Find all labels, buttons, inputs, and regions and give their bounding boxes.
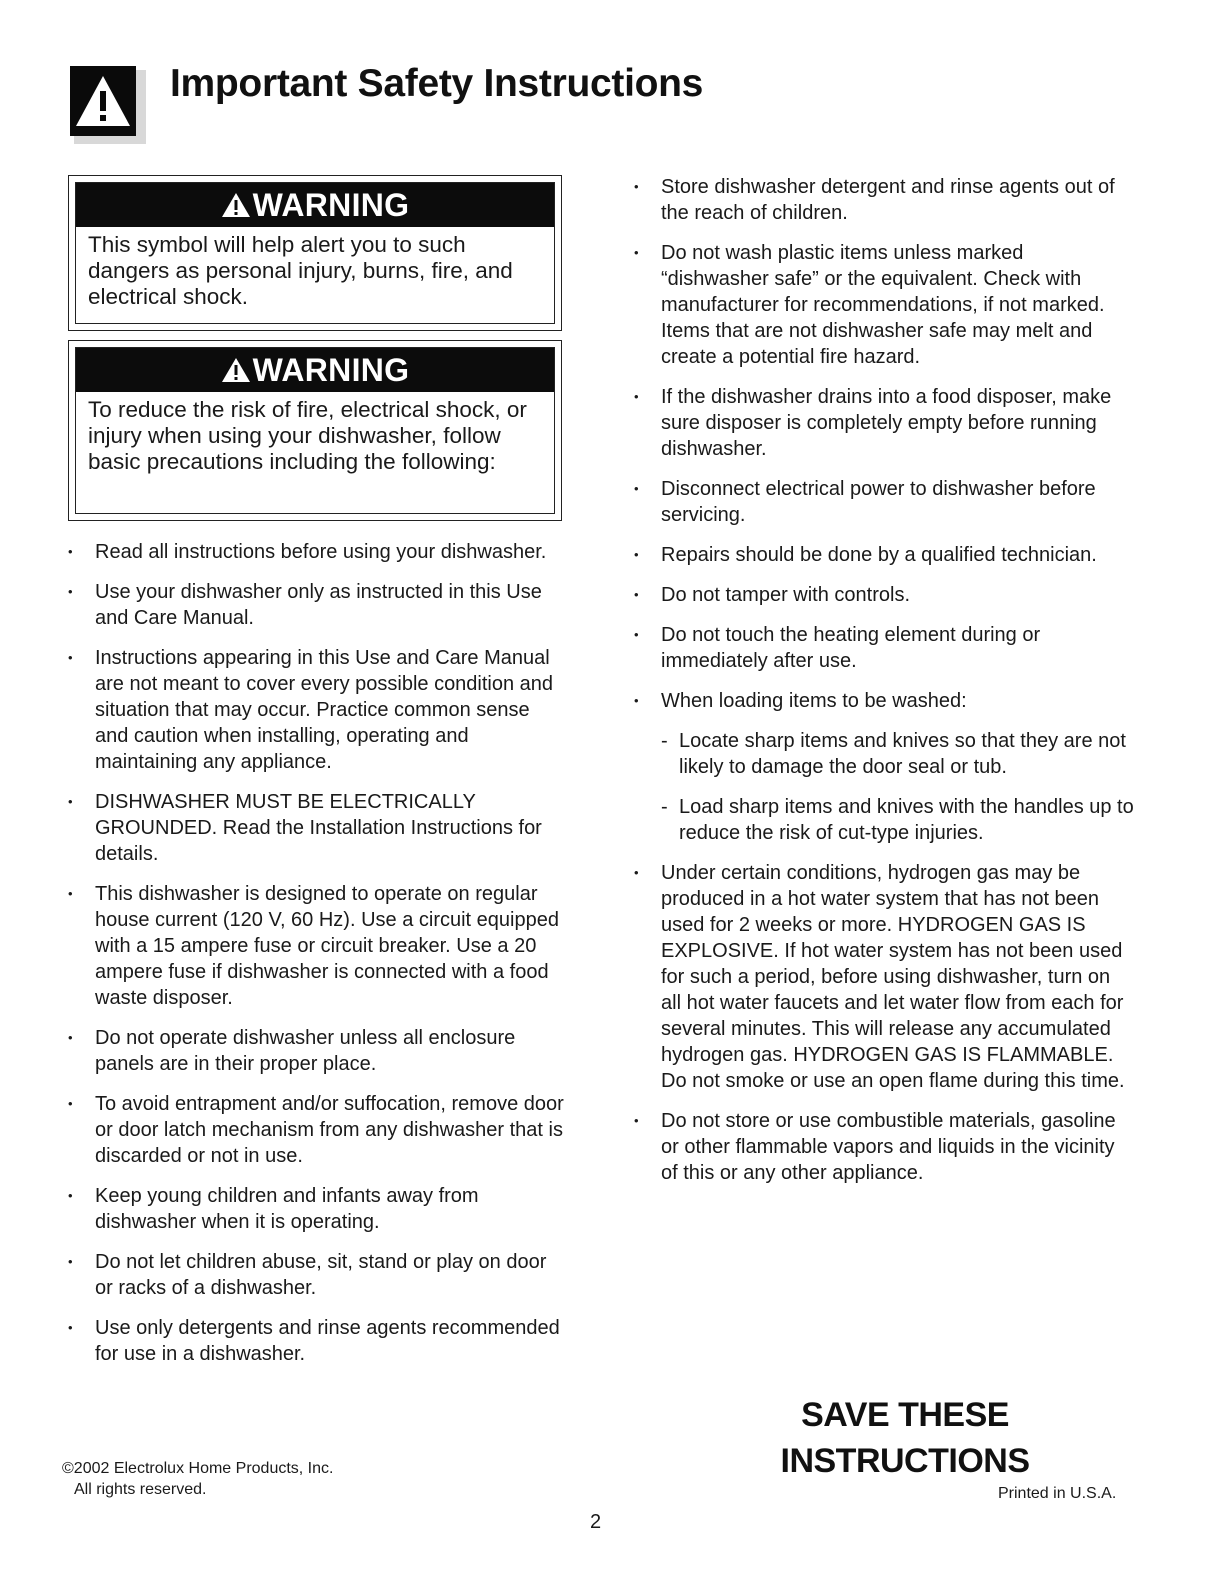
- list-item: • Do not operate dishwasher unless all enclosure panels are in their proper place.: [68, 1025, 568, 1077]
- warning-header: [76, 183, 554, 227]
- list-item: [634, 688, 1134, 846]
- rights-text: All rights reserved.: [74, 1481, 207, 1498]
- list-item: • DISHWASHER MUST BE ELECTRICALLY GROUNDED. Read the Installation Instructions for details.: [68, 789, 568, 867]
- warning-header: [76, 348, 554, 392]
- list-item: • Do not wash plastic items unless marked “dishwasher safe” or the equivalent. Check with manufacturer for recommendations, if not marked. Items that are not dishwasher safe may melt and create a potential fire hazard.: [634, 240, 1134, 370]
- list-item: • Do not touch the heating element during or immediately after use.: [634, 622, 1134, 674]
- warning-label: WARNING: [252, 351, 410, 388]
- list-item: • Do not let children abuse, sit, stand or play on door or racks of a dishwasher.: [68, 1249, 568, 1301]
- loading-sub-list: [661, 728, 1134, 846]
- copyright-text: ©2002 Electrolux Home Products, Inc.: [62, 1460, 334, 1477]
- warning-triangle-icon: [70, 66, 150, 146]
- copyright-notice: [62, 1458, 333, 1500]
- list-item: • Use your dishwasher only as instructed in this Use and Care Manual.: [68, 579, 568, 631]
- warning-label: WARNING: [252, 186, 410, 223]
- save-line-1: SAVE THESE: [801, 1396, 1009, 1434]
- list-item: • This dishwasher is designed to operate on regular house current (120 V, 60 Hz). Use a circuit equipped with a 15 ampere fuse or circuit breaker. Use a 20 ampere fuse if dishwasher is connected with a food waste disposer.: [68, 881, 568, 1011]
- list-item: • Under certain conditions, hydrogen gas may be produced in a hot water system that has not been used for 2 weeks or more. HYDROGEN GAS IS EXPLOSIVE. If hot water system has not been used for such a period, before using dishwasher, turn on all hot water faucets and let water flow from each for several minutes. This will release any accumulated hydrogen gas. HYDROGEN GAS IS FLAMMABLE. Do not smoke or use an open flame during this time.: [634, 860, 1134, 1094]
- list-item: • Do not store or use combustible materials, gasoline or other flammable vapors and liquids in the vicinity of this or any other appliance.: [634, 1108, 1134, 1186]
- sub-list-item: - Locate sharp items and knives so that they are not likely to damage the door seal or tub.: [661, 728, 1134, 780]
- list-item: • Use only detergents and rinse agents recommended for use in a dishwasher.: [68, 1315, 568, 1367]
- warning-box: [68, 340, 562, 521]
- list-item: • Repairs should be done by a qualified technician.: [634, 542, 1134, 568]
- printed-in: Printed in U.S.A.: [998, 1485, 1117, 1502]
- list-item: • Keep young children and infants away from dishwasher when it is operating.: [68, 1183, 568, 1235]
- right-instruction-list: [634, 174, 1134, 1200]
- list-item: • Instructions appearing in this Use and Care Manual are not meant to cover every possible condition and situation that may occur. Practice common sense and caution when installing, operating and maintaining any appliance.: [68, 645, 568, 775]
- list-item: • If the dishwasher drains into a food disposer, make sure disposer is completely empty before running dishwasher.: [634, 384, 1134, 462]
- warning-box: [68, 175, 562, 331]
- warning-triangle-icon: [221, 357, 251, 383]
- left-instruction-list: [68, 539, 568, 1381]
- sub-list-item: - Load sharp items and knives with the handles up to reduce the risk of cut-type injuries.: [661, 794, 1134, 846]
- warning-triangle-icon: [221, 192, 251, 218]
- list-item: • Do not tamper with controls.: [634, 582, 1134, 608]
- list-item: • Disconnect electrical power to dishwasher before servicing.: [634, 476, 1134, 528]
- save-instructions-heading: [760, 1392, 1050, 1484]
- warning-text: To reduce the risk of fire, electrical shock, or injury when using your dishwasher, follow basic precautions including the following:: [88, 397, 527, 474]
- page-number: 2: [590, 1511, 602, 1533]
- list-item: • Store dishwasher detergent and rinse agents out of the reach of children.: [634, 174, 1134, 226]
- save-line-2: INSTRUCTIONS: [780, 1442, 1030, 1480]
- list-item: • To avoid entrapment and/or suffocation, remove door or door latch mechanism from any dishwasher that is discarded or not in use.: [68, 1091, 568, 1169]
- loading-intro: When loading items to be washed:: [661, 690, 967, 712]
- list-item: • Read all instructions before using your dishwasher.: [68, 539, 568, 565]
- warning-text: This symbol will help alert you to such dangers as personal injury, burns, fire, and electrical shock.: [88, 232, 513, 309]
- page-title: Important Safety Instructions: [170, 62, 704, 105]
